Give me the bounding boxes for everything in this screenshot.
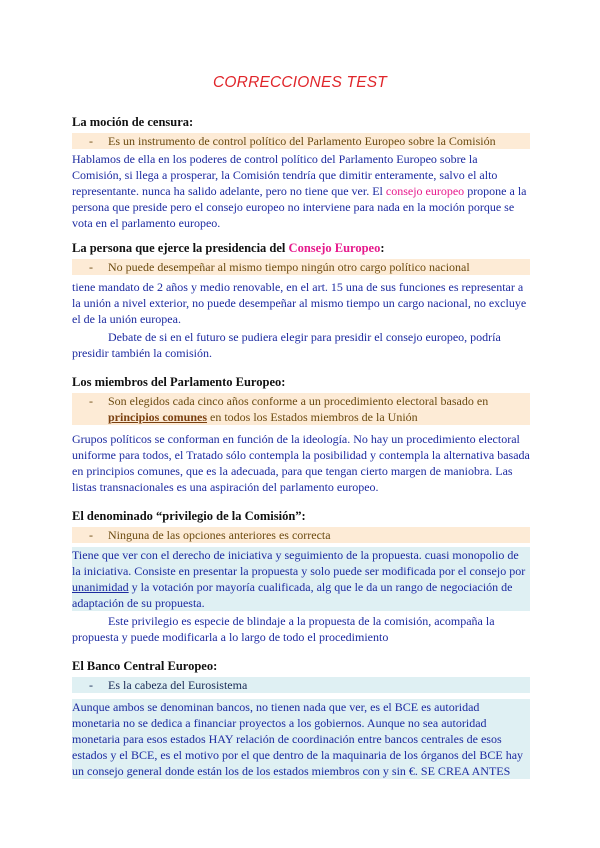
note-text-cont: propone a la persona que preside pero el consejo europeo no interviene para nada en la moción porque se vota en el parlamento europeo. — [72, 184, 527, 230]
explanation-note-2: Este privilegio es especie de blindaje a la propuesta de la comisión, acompaña la propuesta y puede modificarla a lo largo de todo el procedimiento — [72, 614, 495, 644]
section-mocion-censura — [72, 114, 530, 231]
answer-text: Son elegidos cada cinco años conforme a un procedimiento electoral basado en — [108, 394, 489, 408]
section-privilegio-comision — [72, 508, 530, 645]
note-underlined: unanimidad — [72, 580, 129, 594]
explanation-note: tiene mandato de 2 años y medio renovable, en el art. 15 una de sus funciones es representar a la unión a nivel exterior, no puede desempeñar al mismo tiempo un cargo nacional, no excluye el de la unión europea. — [72, 280, 527, 326]
correct-answer — [72, 527, 530, 543]
answer-text: Es un instrumento de control político del Parlamento Europeo sobre la Comisión — [108, 134, 496, 148]
answer-text: Ninguna de las opciones anteriores es correcta — [108, 528, 331, 542]
dash-bullet: - — [89, 394, 93, 408]
dash-bullet: - — [89, 260, 93, 274]
section-presidencia-consejo — [72, 240, 530, 361]
heading-colon: : — [380, 241, 385, 255]
page-title: CORRECCIONES TEST — [213, 74, 387, 91]
note-text-cont: y la votación por mayoría cualificada, alg que le da un rango de negociación de adaptación de su propuesta. — [72, 580, 513, 610]
section-heading — [72, 240, 530, 256]
section-banco-central — [72, 658, 530, 779]
note-text: Hablamos de ella en los poderes de control político del Parlamento Europeo sobre la Comisión, si llega a prosperar, la Comisión tendría que dimitir enteramente, salvo el alto representante. nunca ha salido adelante, pero no tiene que ver. El — [72, 152, 498, 198]
heading-text: La persona que ejerce la presidencia del — [72, 241, 289, 255]
correct-answer — [72, 677, 530, 693]
correct-answer — [72, 133, 530, 149]
dash-bullet: - — [89, 134, 93, 148]
correct-answer — [72, 259, 530, 275]
answer-text: No puede desempeñar al mismo tiempo ningún otro cargo político nacional — [108, 260, 470, 274]
explanation-note: Aunque ambos se denominan bancos, no tienen nada que ver, es el BCE es autoridad monetaria no se dedica a financiar proyectos a los gobiernos. Aunque no sea autoridad monetaria para esos estados HAY relación de coordinación entre bancos centrales de esos estados y el BCE, es el motivo por el que dentro de la maquinaria de los órganos del BCE hay un consejo general donde están los de los estados miembros con y sin €. SE CREA ANTES — [72, 699, 530, 779]
section-heading: Los miembros del Parlamento Europeo: — [72, 375, 286, 389]
explanation-note — [72, 547, 530, 611]
note-text: Tiene que ver con el derecho de iniciativa y seguimiento de la propuesta. cuasi monopolio de la iniciativa. Consiste en presentar la propuesta y solo puede ser modificada por el consejo por — [72, 548, 526, 578]
explanation-note — [72, 151, 530, 231]
section-heading: El denominado “privilegio de la Comisión”: — [72, 509, 306, 523]
section-miembros-parlamento — [72, 374, 530, 495]
dash-bullet: - — [89, 528, 93, 542]
section-heading: El Banco Central Europeo: — [72, 659, 218, 673]
answer-bold: principios comunes — [108, 410, 208, 424]
heading-highlight: Consejo Europeo — [288, 241, 381, 255]
correct-answer — [72, 393, 530, 425]
section-heading: La moción de censura: — [72, 115, 194, 129]
dash-bullet: - — [89, 678, 93, 692]
explanation-note: Grupos políticos se conforman en función de la ideología. No hay un procedimiento electoral uniforme para todos, el Tratado sólo contempla la posibilidad y contempla la alternativa basada en principios comunes, que es la adecuada, para que tengan cierto margen de maniobra. Las listas transnacionales es una aspiración del parlamento europeo. — [72, 432, 530, 494]
answer-text-cont: en todos los Estados miembros de la Unión — [207, 410, 418, 424]
note-highlight: consejo europeo — [385, 184, 465, 198]
answer-text: Es la cabeza del Eurosistema — [108, 678, 248, 692]
explanation-note-2: Debate de si en el futuro se pudiera elegir para presidir el consejo europeo, podría presidir también la comisión. — [72, 330, 501, 360]
